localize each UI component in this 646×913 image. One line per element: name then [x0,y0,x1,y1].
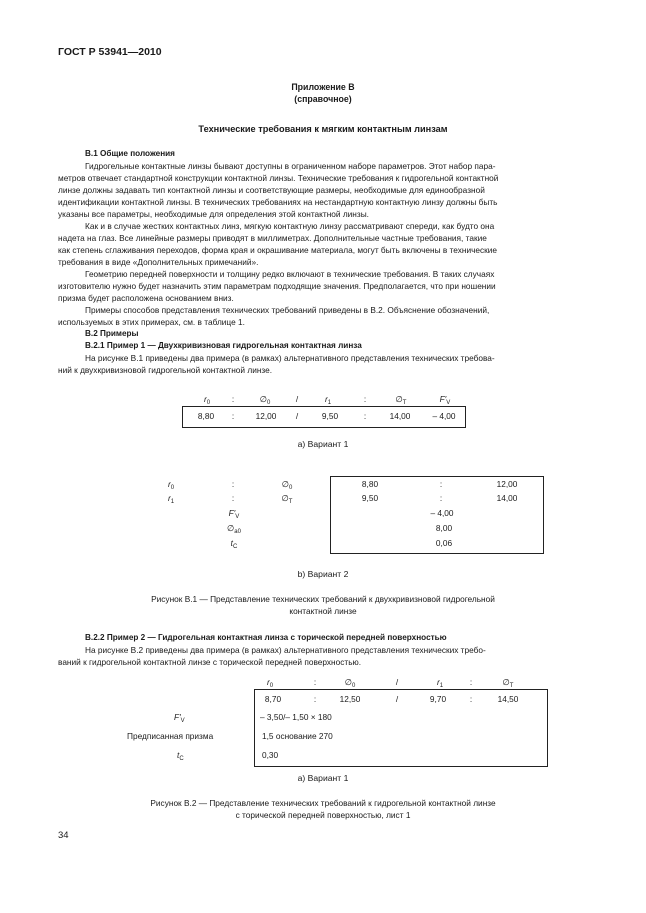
heading-example-2: В.2.2 Пример 2 — Гидрогельная контактная линза с торической передней поверхностью [85,633,447,642]
label-colon: : [231,479,235,489]
header-dt: $\emptyset_T$ [395,394,407,406]
value-prism: 1,5 основание 270 [262,731,333,741]
fig1a-caption: а) Вариант 1 [297,439,349,449]
page-number: 34 [58,830,69,841]
text-line: На рисунке В.2 приведены два примера (в рамках) альтернативного представления технических требо- [85,645,486,655]
text-line: линзе должны задавать тип контактной линзы и соответствующие размеры, необходимые для единообразной [58,185,485,195]
value-r1: 9,70 [429,694,447,704]
text-line: Примеры способов представления технических требований приведены в В.2. Объяснение обозначений, [85,305,490,315]
header-slash: / [295,394,299,404]
value-d0: 12,00 [255,411,277,421]
text-line: требования в виде «Дополнительных примечаний». [58,257,259,267]
label-tc: $t_C$ [177,750,184,762]
header-r1: $r_1$ [324,394,332,406]
appendix-subtitle: (справочное) [294,94,352,104]
fig1-caption-line2: контактной линзе [289,606,357,616]
text-line: идентификации контактной линзы. В технических требованиях на нестандартную контактную линзу должны быть [58,197,498,207]
fig2a-caption: а) Вариант 1 [297,773,349,783]
text-line: Как и в случае жестких контактных линз, мягкую контактную линзу рассматривают спереди, как будто она [85,221,495,231]
value-fv: – 4,00 [430,508,454,518]
value-dt: 14,00 [496,493,518,503]
value-fv: – 4,00 [432,411,456,421]
text-line: метров отвечает стандартной конструкции контактной линзы. Технические требования к гидрогельной контактной [58,173,499,183]
value-colon: : [231,411,235,421]
value-colon: : [469,694,473,704]
text-line: указаны все параметры, необходимые для определения этой контактной линзы. [58,209,369,219]
header-r1: $r_1$ [436,677,444,689]
document-id: ГОСТ Р 53941—2010 [58,46,162,58]
header-dt: $\emptyset_T$ [502,677,514,689]
value-colon: : [313,694,317,704]
heading-example-1: В.2.1 Пример 1 — Двухкривизновая гидрогельная контактная линза [85,341,362,350]
label-colon: : [231,493,235,503]
header-colon: : [469,677,473,687]
value-d0: 12,50 [339,694,361,704]
label-dt: $\emptyset_T$ [281,493,293,505]
header-d0: $\emptyset_0$ [344,677,356,689]
value-r0: 8,70 [264,694,282,704]
value-da0: 8,00 [435,523,453,533]
value-r0: 8,80 [361,479,379,489]
text-line: ний к двухкривизновой гидрогельной контактной линзе. [58,365,273,375]
header-colon: : [313,677,317,687]
text-line: Геометрию передней поверхности и толщину редко включают в технические требования. В таких случаях [85,269,495,279]
value-fv: – 3,50/– 1,50 × 180 [260,712,332,722]
heading-b2: В.2 Примеры [85,329,139,338]
label-prism: Предписанная призма [127,731,214,741]
text-line: используемых в этих примерах, см. в таблице 1. [58,317,245,327]
header-slash: / [395,677,399,687]
value-r0: 8,80 [197,411,215,421]
paragraph-example-1 [58,352,588,376]
value-d0: 12,00 [496,479,518,489]
value-colon: : [363,411,367,421]
fig1b-caption: b) Вариант 2 [297,569,349,579]
text-line: призма будет расположена основанием вниз. [58,293,234,303]
paragraph-example-2 [58,644,588,668]
appendix-title: Приложение В [291,82,355,92]
label-fv: $F'_V$ [174,712,185,724]
label-tc: $t_C$ [230,538,238,550]
text-line: ваний к гидрогельной контактной линзе с торической передней поверхностью. [58,657,362,667]
header-r0: $r_0$ [203,394,211,406]
value-dt: 14,50 [497,694,519,704]
text-line: надета на глаз. Все линейные размеры приводят в миллиметрах. Дополнительные частные требования, такие [58,233,487,243]
fig1-caption-line1: Рисунок В.1 — Представление технических требований к двухкривизновой гидрогельной [151,594,495,604]
header-colon: : [231,394,235,404]
value-colon: : [439,479,443,489]
paragraph-general [58,160,588,328]
label-r0: $r_0$ [167,479,175,491]
label-r1: $r_1$ [167,493,175,505]
value-r1: 9,50 [321,411,339,421]
value-tc: 0,30 [262,750,279,760]
header-fv: $F'_V$ [439,394,451,406]
header-r0: $r_0$ [266,677,274,689]
value-slash: / [295,411,299,421]
fig2-caption-line1: Рисунок В.2 — Представление технических требований к гидрогельной контактной линзе [150,798,496,808]
value-colon: : [439,493,443,503]
heading-b1: В.1 Общие положения [85,149,175,158]
value-slash: / [395,694,399,704]
text-line: изготовителю нужно будет назначить этим параметрам подходящие значения. Предполагается, что при ношении [58,281,496,291]
header-colon: : [363,394,367,404]
section-title: Технические требования к мягким контактным линзам [198,124,448,134]
text-line: как степень сглаживания переходов, форма края и окрашивание материала, могут быть включены в технические [58,245,498,255]
value-r1: 9,50 [361,493,379,503]
label-fv: $F'_V$ [228,508,240,520]
value-dt: 14,00 [389,411,411,421]
label-da0: $\emptyset_{a0}$ [227,523,241,535]
fig2-caption-line2: с торической передней поверхностью, лист 1 [235,810,411,820]
label-d0: $\emptyset_0$ [281,479,293,491]
header-d0: $\emptyset_0$ [259,394,271,406]
value-tc: 0,06 [435,538,453,548]
text-line: На рисунке В.1 приведены два примера (в рамках) альтернативного представления технических требова- [85,353,495,363]
text-line: Гидрогельные контактные линзы бывают доступны в ограниченном наборе параметров. Этот набор пара- [85,161,496,171]
